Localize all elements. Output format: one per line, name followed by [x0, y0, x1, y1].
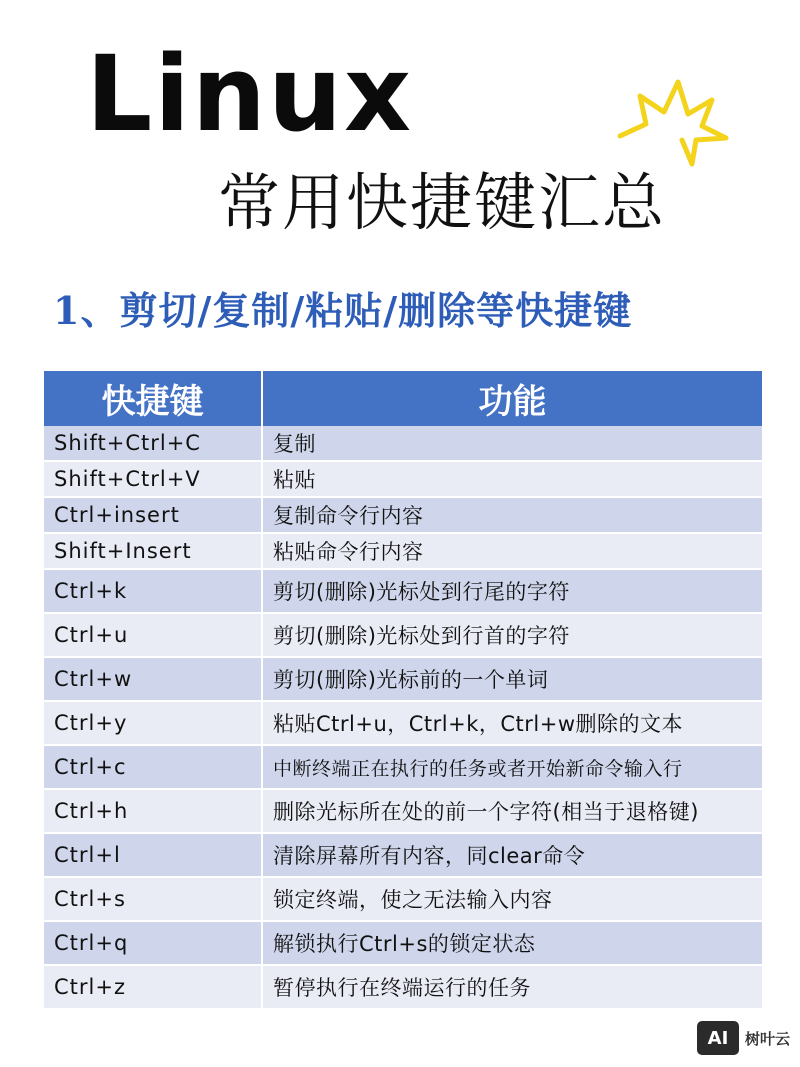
table-row	[44, 701, 762, 745]
table-header-row	[44, 371, 762, 426]
shortcut-key: Shift+Ctrl+C	[44, 426, 262, 461]
shortcut-key: Ctrl+s	[44, 877, 262, 921]
table-row	[44, 497, 762, 533]
section-title: 1、剪切/复制/粘贴/删除等快捷键	[53, 288, 633, 333]
shortcut-function: 解锁执行Ctrl+s的锁定状态	[262, 921, 762, 965]
table-row	[44, 613, 762, 657]
column-header-function: 功能	[262, 371, 762, 426]
table-row	[44, 461, 762, 497]
table-row	[44, 745, 762, 789]
title-chinese: 常用快捷键汇总	[218, 166, 667, 239]
shortcut-function: 粘贴命令行内容	[262, 533, 762, 569]
shortcut-function: 暂停执行在终端运行的任务	[262, 965, 762, 1009]
shortcut-function: 剪切(删除)光标处到行尾的字符	[262, 569, 762, 613]
shortcut-function: 剪切(删除)光标处到行首的字符	[262, 613, 762, 657]
table-row	[44, 877, 762, 921]
shortcut-function: 删除光标所在处的前一个字符(相当于退格键)	[262, 789, 762, 833]
column-header-shortcut: 快捷键	[44, 371, 262, 426]
shortcut-table	[44, 371, 762, 1010]
table-row	[44, 833, 762, 877]
watermark-logo-icon: AI	[697, 1021, 739, 1055]
title-english: Linux	[86, 33, 414, 155]
shortcut-key: Ctrl+q	[44, 921, 262, 965]
table-row	[44, 921, 762, 965]
table-row	[44, 426, 762, 461]
watermark-text: 树叶云	[745, 1029, 791, 1048]
shortcut-function: 中断终端正在执行的任务或者开始新命令输入行	[262, 745, 762, 789]
table-row	[44, 789, 762, 833]
shortcut-function: 粘贴Ctrl+u，Ctrl+k，Ctrl+w删除的文本	[262, 701, 762, 745]
shortcut-function: 复制命令行内容	[262, 497, 762, 533]
sparkle-icon	[612, 78, 730, 170]
shortcut-function: 锁定终端，使之无法输入内容	[262, 877, 762, 921]
watermark	[697, 1019, 790, 1057]
table-row	[44, 533, 762, 569]
shortcut-key: Ctrl+w	[44, 657, 262, 701]
shortcut-key: Ctrl+insert	[44, 497, 262, 533]
table-row	[44, 965, 762, 1009]
shortcut-key: Shift+Ctrl+V	[44, 461, 262, 497]
shortcut-key: Ctrl+k	[44, 569, 262, 613]
shortcut-key: Ctrl+c	[44, 745, 262, 789]
shortcut-key: Ctrl+h	[44, 789, 262, 833]
shortcut-key: Ctrl+u	[44, 613, 262, 657]
shortcut-key: Ctrl+z	[44, 965, 262, 1009]
shortcut-function: 剪切(删除)光标前的一个单词	[262, 657, 762, 701]
shortcut-function: 粘贴	[262, 461, 762, 497]
shortcut-function: 复制	[262, 426, 762, 461]
table-row	[44, 569, 762, 613]
shortcut-key: Ctrl+l	[44, 833, 262, 877]
table-row	[44, 657, 762, 701]
shortcut-key: Ctrl+y	[44, 701, 262, 745]
shortcut-key: Shift+Insert	[44, 533, 262, 569]
shortcut-function: 清除屏幕所有内容，同clear命令	[262, 833, 762, 877]
